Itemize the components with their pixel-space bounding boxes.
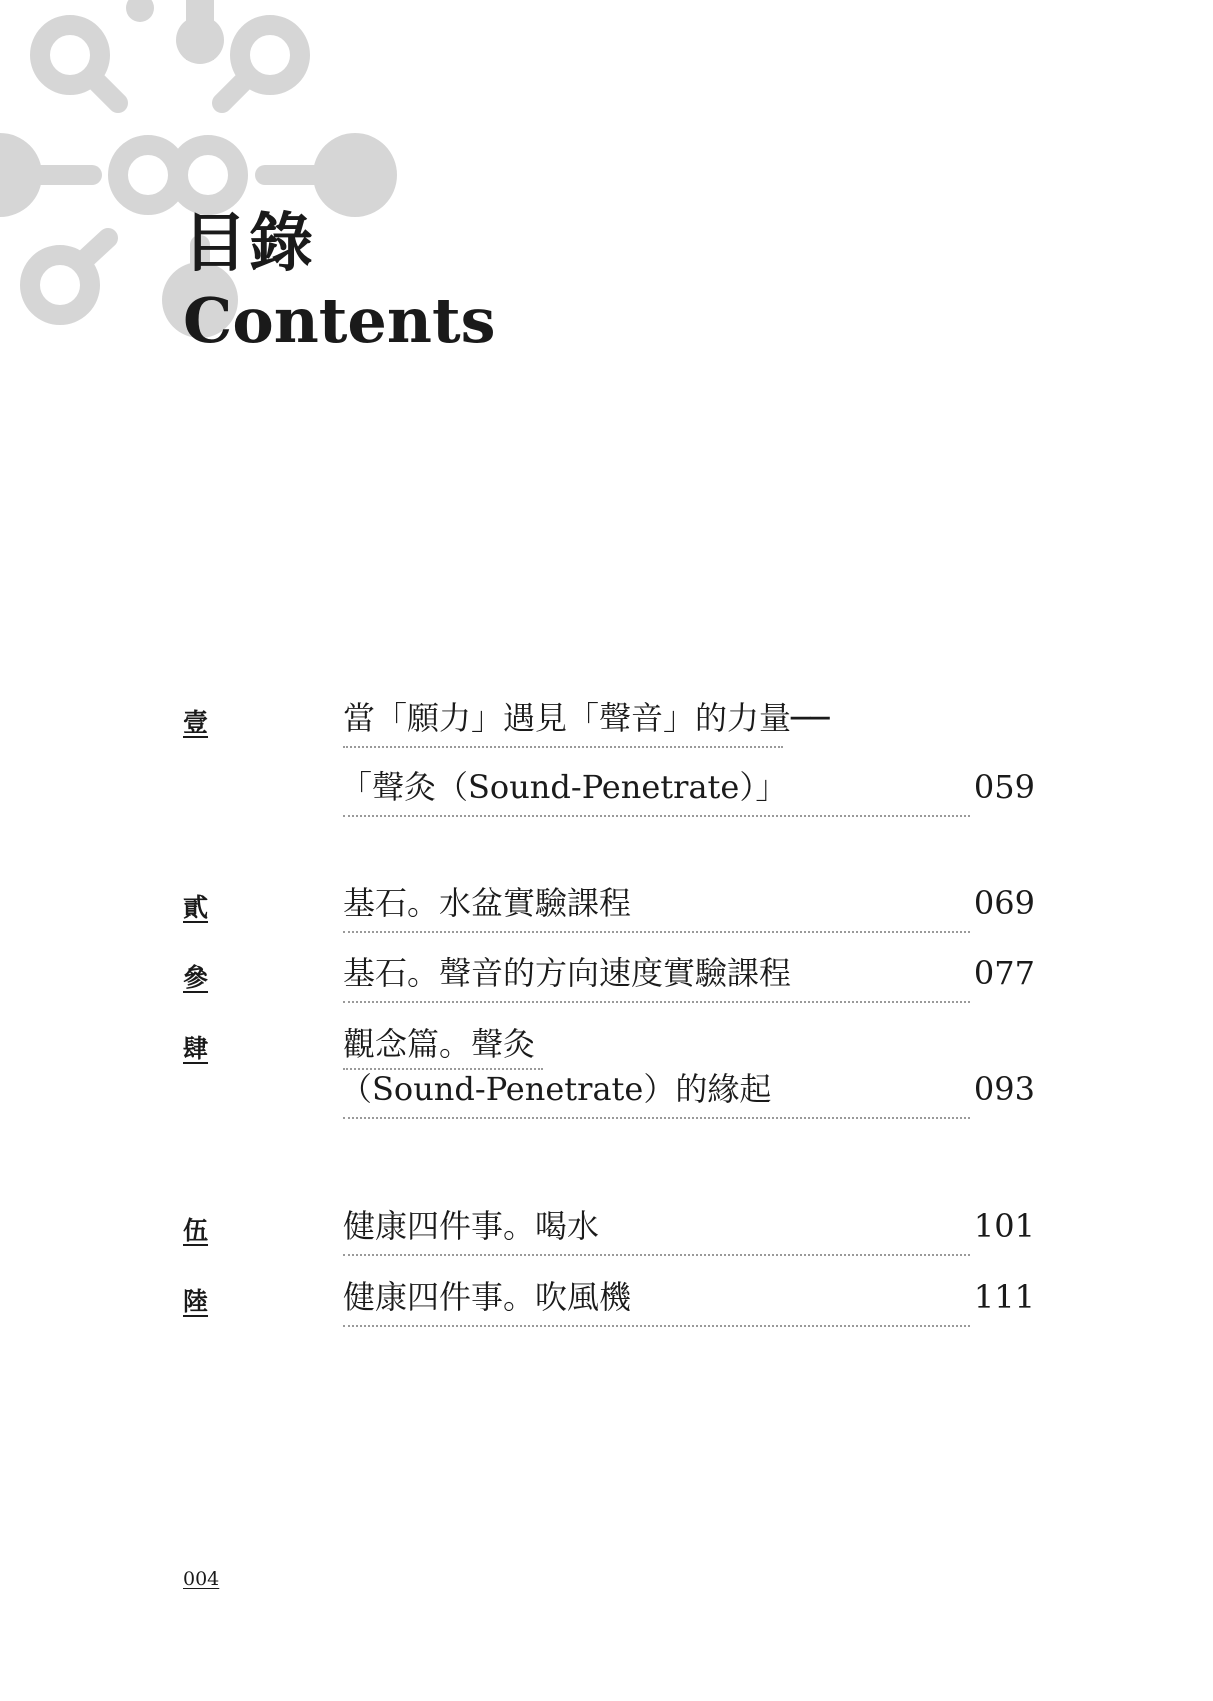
chapter-number: 肆 xyxy=(183,1034,209,1063)
chapter-title-line[interactable]: 觀念篇。聲灸 xyxy=(343,1025,536,1063)
page-title-chinese: 目錄 xyxy=(183,206,315,281)
dotted-leader xyxy=(343,1001,970,1003)
dotted-leader xyxy=(343,1325,970,1327)
chapter-number: 壹 xyxy=(183,708,209,737)
dotted-leader xyxy=(343,931,970,933)
page-number[interactable]: 111 xyxy=(973,1278,1035,1316)
chapter-title-line[interactable]: （Sound-Penetrate）的緣起 xyxy=(340,1070,772,1108)
chapter-title-line[interactable]: 健康四件事。吹風機 xyxy=(343,1278,632,1316)
page-number[interactable]: 101 xyxy=(973,1207,1035,1245)
chapter-title-line[interactable]: 基石。水盆實驗課程 xyxy=(343,884,632,922)
chapter-title-line[interactable]: 「聲灸（Sound-Penetrate）」 xyxy=(340,768,788,806)
dotted-leader xyxy=(343,746,783,748)
page-title-english: Contents xyxy=(183,284,496,357)
chapter-title-line[interactable]: 健康四件事。喝水 xyxy=(343,1207,600,1245)
page-number[interactable]: 077 xyxy=(973,954,1035,992)
chapter-number: 參 xyxy=(183,963,209,992)
chapter-number: 伍 xyxy=(183,1216,209,1245)
chapter-number: 貳 xyxy=(183,893,209,922)
dotted-leader xyxy=(343,1117,970,1119)
chapter-title-line[interactable]: 當「願力」遇見「聲音」的力量── xyxy=(343,699,830,737)
chapter-number: 陸 xyxy=(183,1287,209,1316)
page-number[interactable]: 069 xyxy=(973,884,1035,922)
dotted-leader xyxy=(343,1254,970,1256)
page-number[interactable]: 093 xyxy=(973,1070,1035,1108)
chapter-title-line[interactable]: 基石。聲音的方向速度實驗課程 xyxy=(343,954,792,992)
page-number[interactable]: 059 xyxy=(973,768,1035,806)
dotted-leader xyxy=(343,815,970,817)
page-folio: 004 xyxy=(183,1568,220,1590)
